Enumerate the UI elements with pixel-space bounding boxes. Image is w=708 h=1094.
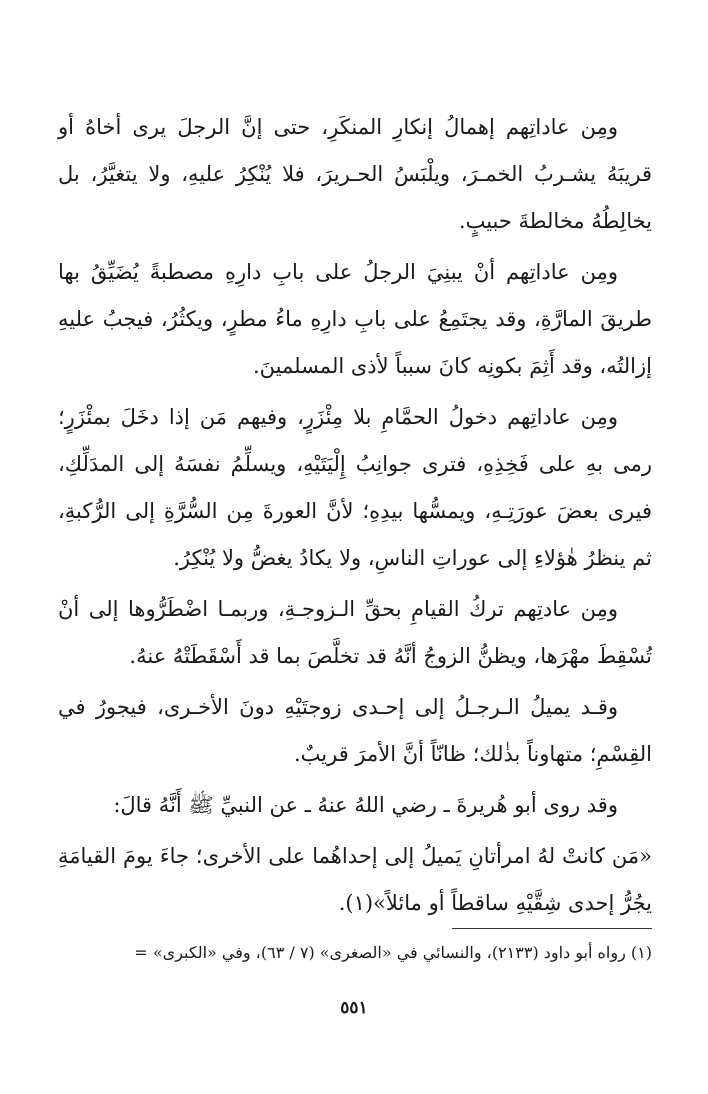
paragraph-wife-rights: ومِن عادتِهم تركُ القيامِ بحقِّ الـزوجـةِ، وربمـا اضْطَرُّوها إلى أنْ تُسْقِطَ مهْرَها، ويظنُّ الزوجُ أنَّهُ قد تخلَّصَ بما قد أَسْقَطَتْهُ عنهُ. (58, 597, 652, 668)
paragraph-hadith-text: «مَن كانتْ لهُ امرأتانِ يَميلُ إلى إحداهُما على الأخرى؛ جاءَ يومَ القيامَةِ يجُرُّ إحدى شِقَّيْهِ ساقطاً أو مائلاً»(١). (58, 844, 652, 915)
body-text (58, 104, 652, 931)
paragraph-neglect-forbidding-evil: ومِن عاداتِهم إهمالُ إنكارِ المنكَرِ، حتى إنَّ الرجلَ يرى أخاهُ أو قريبَهُ يشـربُ الخمـرَ، ويلْبَسُ الحـريرَ، فلا يُنْكِرُ عليهِ، ولا يتغيَّرُ، بل يخالِطُهُ مخالطةَ حبيبٍ. (58, 115, 652, 233)
paragraph-bathhouse: ومِن عاداتِهم دخولُ الحمَّامِ بلا مِئْزَرٍ، وفيهم مَن إذا دخَلَ بمئْزَرٍ؛ رمى بهِ على فَخِذِهِ، فترى جوانِبُ إِلْيَتَيْهِ، ويسلِّمُ نفسَهُ إلى المدَلِّكِ، فيرى بعضَ عورَتِـهِ، ويمسُّها بيدِهِ؛ لأنَّ العورةَ مِن السُّرَّةِ إلى الرُّكبةِ، ثم ينظرُ هٰؤلاءِ إلى عوراتِ الناسِ، ولا يكادُ يغضُّ ولا يُنْكِرُ. (58, 405, 652, 570)
footnote: (١) رواه أبو داود (٢١٣٣)، والنسائي في «الصغرى» (٧ / ٦٣)، وفي «الكبرى» = (134, 943, 652, 962)
page-number: ٥٥١ (340, 998, 368, 1018)
paragraph-hadith-intro: وقد روى أبو هُريرةَ ـ رضي اللهُ عنهُ ـ عن النبيِّ ﷺ أَنَّهُ قالَ: (113, 793, 618, 817)
paragraph-bench-at-door: ومِن عاداتِهم أنْ يبنِيَ الرجلُ على بابِ دارِهِ مصطبةً يُضَيِّقُ بها طريقَ المارَّةِ، وقد يجتَمِعُ على بابِ دارِهِ ماءُ مطرٍ، ويكثُرُ، فيجبُ عليهِ إزالتُه، وقد أَثِمَ بكونِه كانَ سبباً لأذى المسلمينَ. (58, 260, 652, 378)
paragraph-favoring-wife: وقـد يميلُ الـرجـلُ إلى إحـدى زوجتَيْهِ دونَ الأخـرى، فيجورُ في القِسْمِ؛ متهاوناً بذٰلك؛ ظانّاً أنَّ الأمرَ قريبٌ. (58, 695, 652, 766)
footnote-divider (452, 928, 652, 929)
